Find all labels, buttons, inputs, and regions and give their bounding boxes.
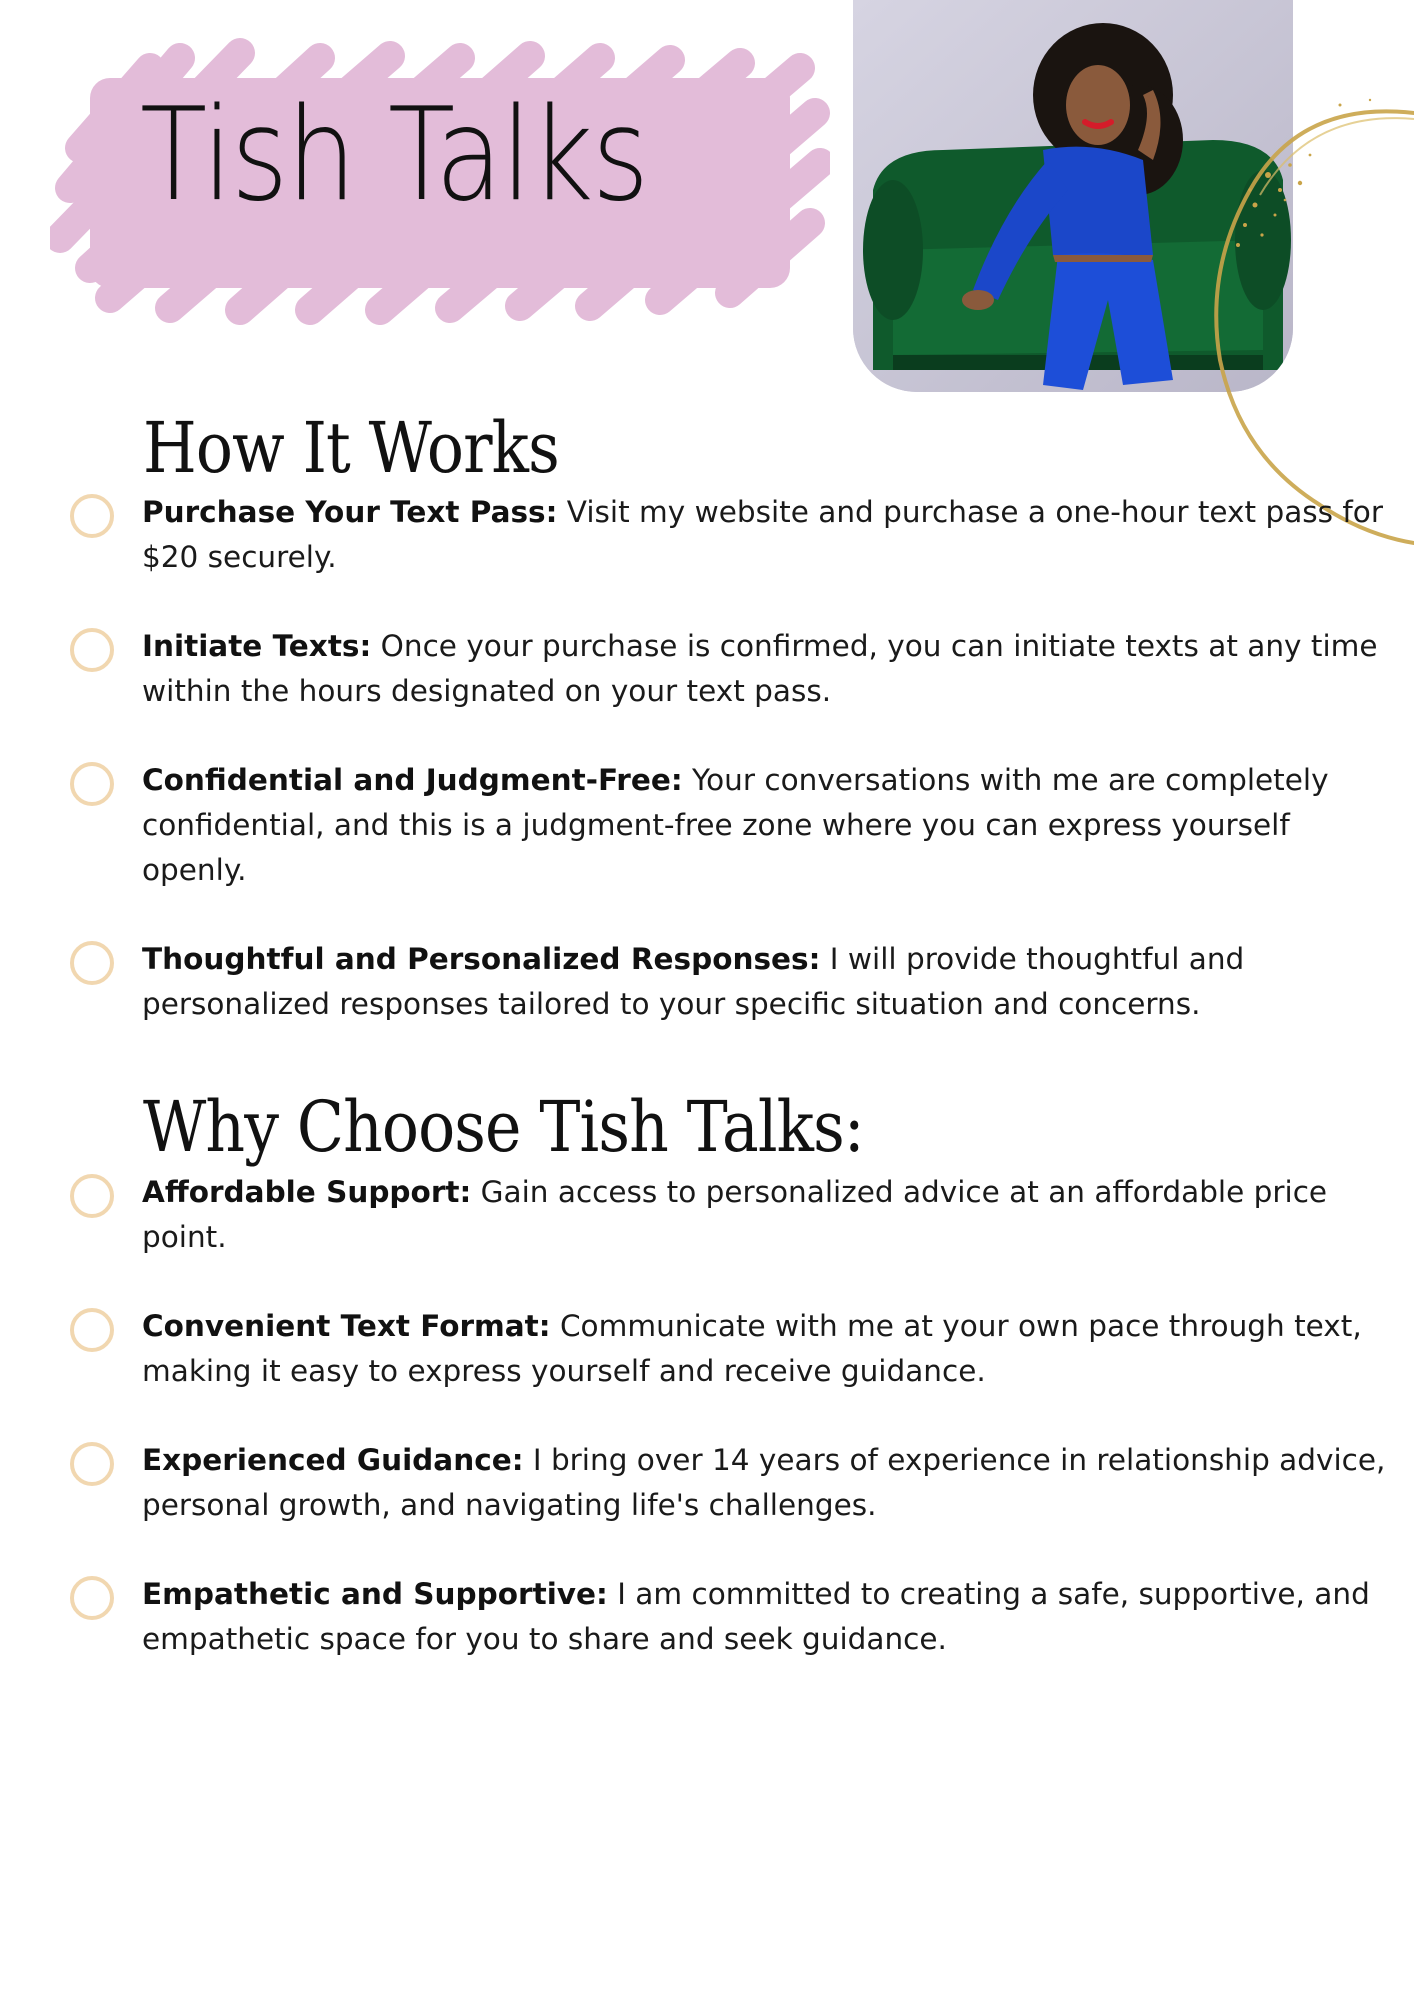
item-text: Gain access to personalized advice at an affordable price point. (142, 1175, 1328, 1254)
item-label: Affordable Support: (142, 1175, 472, 1209)
item-label: Thoughtful and Personalized Responses: (142, 942, 821, 976)
item-text: Visit my website and purchase a one-hour text pass for $20 securely. (142, 495, 1383, 574)
circle-bullet-icon (68, 1574, 116, 1622)
item-text: Once your purchase is confirmed, you can initiate texts at any time within the hours designated on your text pass. (142, 629, 1378, 708)
circle-bullet-icon (68, 1172, 116, 1220)
item-text: Your conversations with me are completely confidential, and this is a judgment-free zone where you can express yourself openly. (142, 763, 1329, 887)
item-label: Convenient Text Format: (142, 1309, 551, 1343)
item-label: Confidential and Judgment-Free: (142, 763, 683, 797)
section-heading-how-it-works: How It Works (143, 407, 559, 489)
item-label: Experienced Guidance: (142, 1443, 524, 1477)
item-label: Empathetic and Supportive: (142, 1577, 608, 1611)
circle-bullet-icon (68, 626, 116, 674)
item-label: Initiate Texts: (142, 629, 372, 663)
page-title: Tish Talks (140, 81, 648, 230)
circle-bullet-icon (68, 939, 116, 987)
item-text: I bring over 14 years of experience in relationship advice, personal growth, and navigating life's challenges. (142, 1443, 1386, 1522)
circle-bullet-icon (68, 492, 116, 540)
circle-bullet-icon (68, 1306, 116, 1354)
section-heading-why-choose: Why Choose Tish Talks: (143, 1086, 864, 1168)
item-text: I will provide thoughtful and personalized responses tailored to your specific situation and concerns. (142, 942, 1245, 1021)
item-text: I am committed to creating a safe, supportive, and empathetic space for you to share and seek guidance. (142, 1577, 1370, 1656)
item-text: Communicate with me at your own pace through text, making it easy to express yourself and receive guidance. (142, 1309, 1362, 1388)
circle-bullet-icon (68, 760, 116, 808)
item-label: Purchase Your Text Pass: (142, 495, 558, 529)
circle-bullet-icon (68, 1440, 116, 1488)
